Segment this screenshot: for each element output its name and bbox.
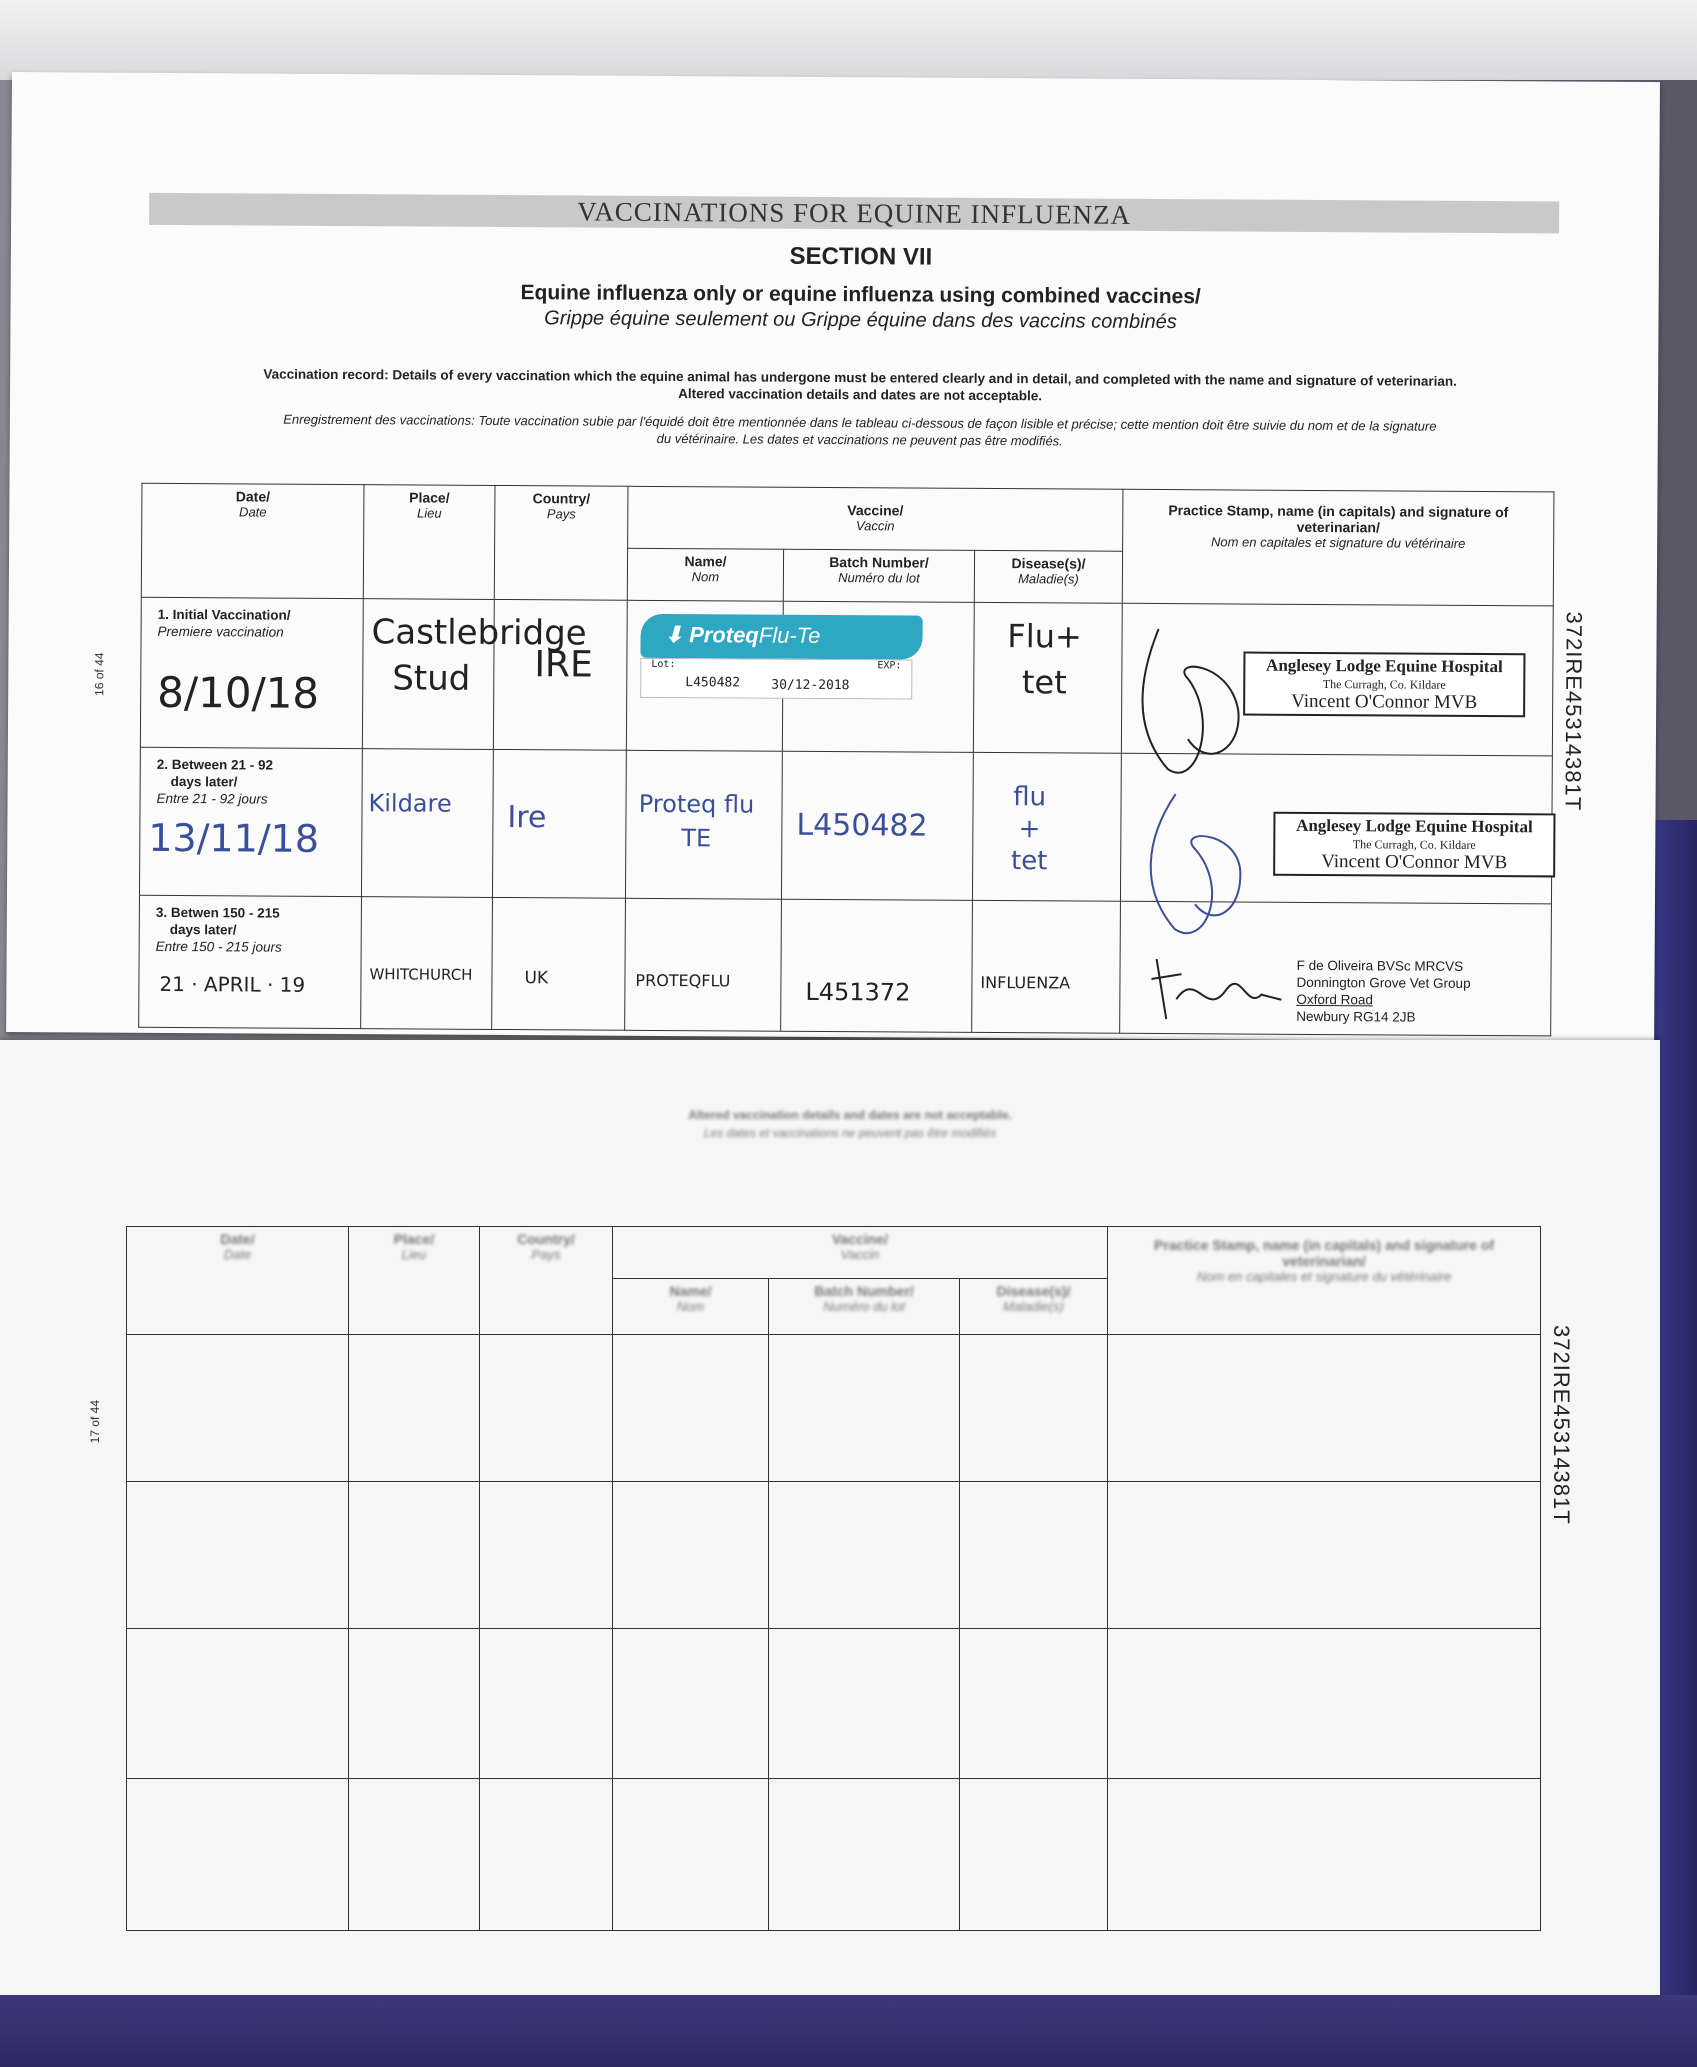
row2-name: [625, 750, 782, 899]
row2-disease: [972, 752, 1121, 901]
row1-date: 1. Initial Vaccination/ Premiere vaccination 8/10/18: [140, 597, 363, 748]
header-place: Place/ Lieu: [363, 485, 495, 600]
header-date: Date/ Date: [127, 1227, 349, 1335]
name-value: [632, 605, 779, 606]
vet-address: F de Oliveira BVSc MRCVS Donnington Grove Vet Group Oxford Road Newbury RG14 2JB: [1296, 957, 1471, 1025]
header-disease: Disease(s)/ Maladie(s): [960, 1279, 1108, 1335]
header-place: Place/ Lieu: [349, 1227, 480, 1335]
vaccination-table: [126, 1226, 1541, 1931]
table-row: [127, 1629, 1541, 1779]
note-en: Altered vaccination details and dates are not acceptable.: [688, 1108, 1012, 1122]
name-value: Proteq flu TE: [638, 789, 755, 853]
note-en-line2: Altered vaccination details and dates are not acceptable.: [678, 386, 1043, 404]
header-disease: Disease(s)/ Maladie(s): [974, 550, 1122, 603]
vet-signature: [1146, 949, 1286, 1030]
section-title: SECTION VII: [789, 242, 933, 271]
name-value: PROTEQFLU: [635, 970, 731, 991]
vaccination-table: [138, 483, 1554, 1037]
sticker-lot: Lot: EXP: L450482 30/12-2018: [640, 658, 912, 700]
subtitle-en: Equine influenza only or equine influenza using combined vaccines/: [520, 281, 1201, 309]
cover-edge-bottom: [0, 1995, 1697, 2067]
table-row: [127, 1482, 1541, 1629]
row1-country: [493, 599, 627, 750]
disease-value: INFLUENZA: [980, 972, 1071, 993]
passport-id: 372IRE45314381T: [1560, 611, 1587, 812]
batch-value: [788, 606, 970, 607]
header-stamp: Practice Stamp, name (in capitals) and signature of veterinarian/ Nom en capitales et signature du vétérinaire: [1108, 1227, 1541, 1335]
row2-date: 2. Between 21 - 92 days later/ Entre 21 - 92 jours 13/11/18: [139, 747, 362, 896]
header-batch: Batch Number/ Numéro du lot: [783, 549, 974, 602]
passport-id: 372IRE45314381T: [1549, 1325, 1574, 1525]
page-banner: VACCINATIONS FOR EQUINE INFLUENZA: [149, 193, 1559, 234]
table-row: [127, 1335, 1541, 1482]
vet-signature: [1135, 789, 1246, 940]
batch-value: L451372: [805, 977, 911, 1007]
sticker-brand: ⬇ ProteqFlu-Te: [664, 621, 821, 648]
date-value: 8/10/18: [157, 667, 320, 718]
row1-disease: [973, 602, 1122, 753]
row3-disease: [972, 900, 1121, 1033]
header-vaccine: Vaccine/ Vaccin: [613, 1227, 1108, 1279]
country-value: UK: [524, 968, 549, 989]
page-number: 17 of 44: [88, 1400, 102, 1444]
disease-value: Flu+ tet: [1007, 617, 1082, 702]
vet-signature: [1128, 619, 1249, 780]
page-16: [6, 72, 1660, 1042]
header-batch: Batch Number/ Numéro du lot: [769, 1279, 960, 1335]
row3-place: [361, 897, 493, 1030]
batch-value: L450482: [796, 807, 928, 844]
table-row: [139, 895, 1552, 1036]
date-value: 21 · APRIL · 19: [159, 971, 306, 997]
row3-date: 3. Betwen 150 - 215 days later/ Entre 150 - 215 jours 21 · APRIL · 19: [139, 895, 362, 1028]
country-value: IRE: [534, 644, 593, 686]
note-fr-line2: du vétérinaire. Les dates et vaccinations ne peuvent pas être modifiés.: [656, 430, 1063, 449]
header-country: Country/ Pays: [480, 1227, 613, 1335]
header-country: Country/ Pays: [494, 485, 628, 600]
disease-value: flu + tet: [1010, 782, 1048, 877]
page-number: 16 of 44: [92, 652, 107, 696]
header-name: Name/ Nom: [613, 1279, 769, 1335]
row3-country: [492, 897, 626, 1030]
table-row: [127, 1779, 1541, 1931]
place-value: Castlebridge Stud: [371, 612, 587, 699]
header-date: Date/ Date: [141, 483, 364, 598]
scanner-background: [0, 0, 1697, 80]
note-en-line1: Vaccination record: Details of every vaccination which the equine animal has undergone must be entered clearly and in detail, and completed with the name and signature of veterinarian.: [263, 366, 1457, 389]
subtitle-fr: Grippe équine seulement ou Grippe équine dans des vaccins combinés: [544, 307, 1177, 334]
header-name: Name/ Nom: [627, 548, 783, 601]
note-en: [110, 365, 1610, 408]
row2-country: [492, 749, 626, 898]
vaccine-sticker: [640, 614, 922, 698]
vet-stamp: Anglesey Lodge Equine Hospital The Curragh, Co. Kildare Vincent O'Connor MVB: [1243, 652, 1525, 718]
note-fr-line1: Enregistrement des vaccinations: Toute vaccination subie par l'équidé doit être mentionnée dans le tableau ci-dessous de façon lisible et précise; cette mention doit être suivie du nom et de la signature: [283, 411, 1437, 434]
country-value: Ire: [507, 800, 547, 836]
date-value: 13/11/18: [148, 815, 320, 861]
row2-place: [361, 749, 493, 898]
place-value: Kildare: [368, 789, 452, 818]
page-17: [0, 1040, 1660, 1995]
place-value: WHITCHURCH: [369, 965, 473, 984]
note-fr: [110, 410, 1610, 453]
header-vaccine: Vaccine/ Vaccin: [628, 486, 1123, 551]
note-fr: Les dates et vaccinations ne peuvent pas être modifiés: [703, 1126, 997, 1140]
row2-batch: [781, 751, 973, 900]
row3-name: [625, 898, 782, 1031]
vet-stamp: Anglesey Lodge Equine Hospital The Curragh, Co. Kildare Vincent O'Connor MVB: [1273, 812, 1555, 878]
header-stamp: Practice Stamp, name (in capitals) and signature of veterinarian/ Nom en capitales et signature du vétérinaire: [1122, 489, 1554, 606]
row3-batch: [781, 899, 973, 1032]
